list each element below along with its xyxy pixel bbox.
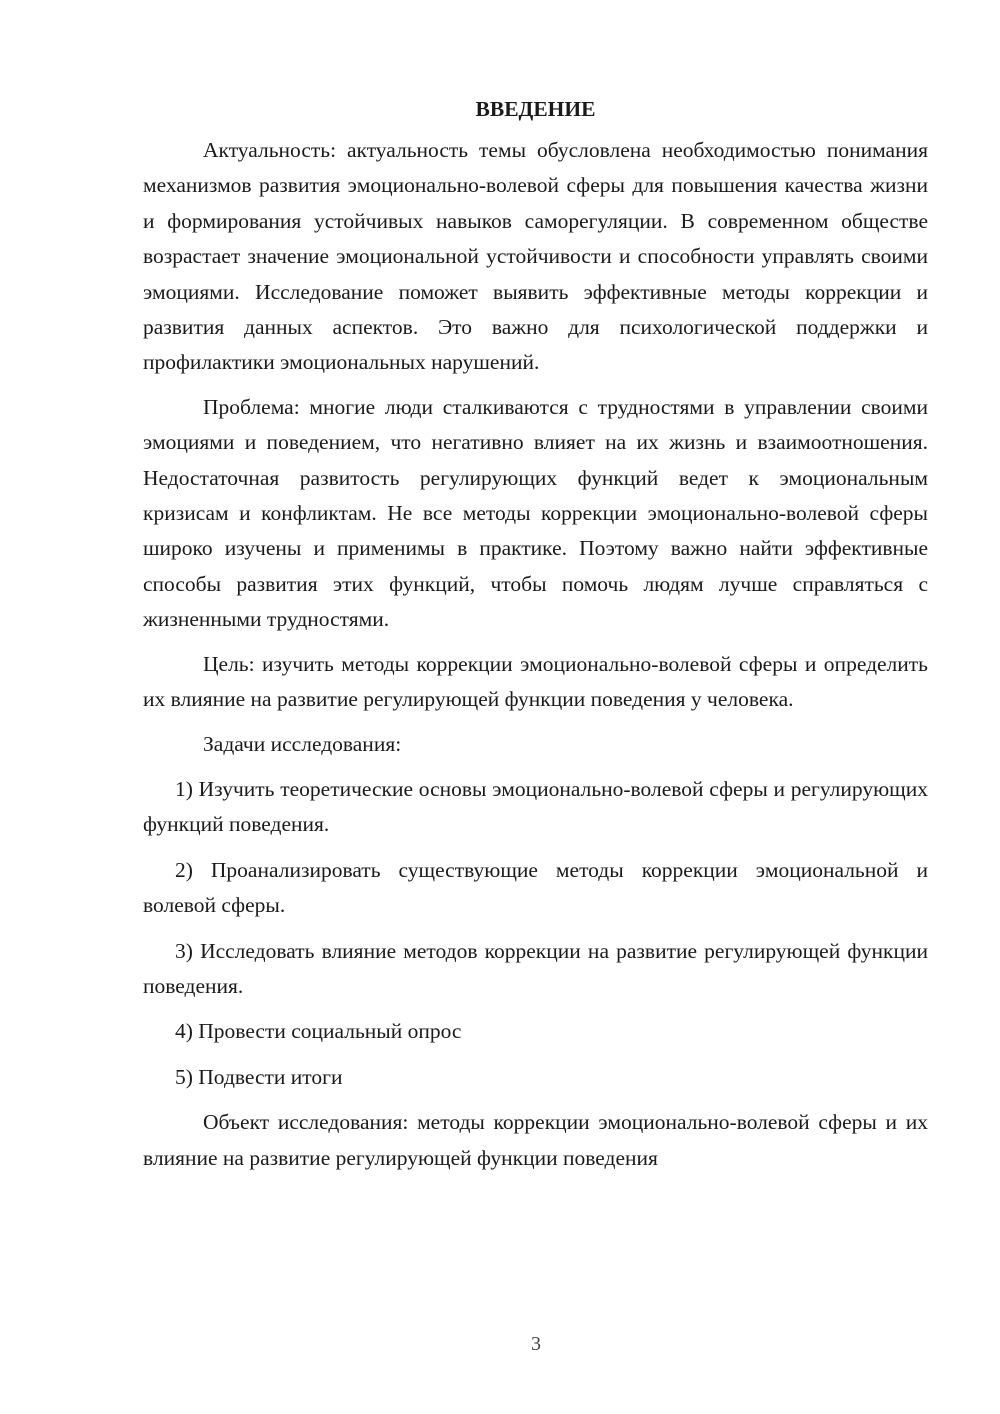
object-paragraph: Объект исследования: методы коррекции эмоционально-волевой сферы и их влияние на развитие регулирующей функции поведения	[143, 1110, 928, 1170]
section-heading: ВВЕДЕНИЕ	[475, 97, 596, 121]
problem-paragraph: Проблема: многие люди сталкиваются с трудностями в управлении своими эмоциями и поведением, что негативно влияет на их жизнь и взаимоотношения. Недостаточная развитость регулирующих функций ведет к эмоциональным кризисам и конфликтам. Не все методы коррекции эмоционально-волевой сферы широко изучены и применимы в практике. Поэтому важно найти эффективные способы развития этих функций, чтобы помочь людям лучше справляться с жизненными трудностями.	[143, 394, 928, 632]
task-item-2: 2) Проанализировать существующие методы коррекции эмоциональной и волевой сферы.	[143, 857, 928, 918]
task-item-1: 1) Изучить теоретические основы эмоционально-волевой сферы и регулирующих функций поведения.	[143, 776, 928, 837]
task-item-3: 3) Исследовать влияние методов коррекции на развитие регулирующей функции поведения.	[143, 938, 928, 998]
goal-paragraph: Цель: изучить методы коррекции эмоционально-волевой сферы и определить их влияние на развитие регулирующей функции поведения у человека.	[143, 651, 928, 712]
page-number: 3	[531, 1333, 541, 1355]
tasks-list	[143, 772, 928, 1095]
task-item-5: 5) Подвести итоги	[175, 1064, 343, 1089]
document-body	[143, 92, 928, 1176]
task-item-4: 4) Провести социальный опрос	[175, 1019, 462, 1044]
relevance-paragraph: Актуальность: актуальность темы обусловлена необходимостью понимания механизмов развития эмоционально-волевой сферы для повышения качества жизни и формирования устойчивых навыков саморегуляции. В современном обществе возрастает значение эмоциональной устойчивости и способности управлять своими эмоциями. Исследование поможет выявить эффективные методы коррекции и развития данных аспектов. Это важно для психологической поддержки и профилактики эмоциональных нарушений.	[143, 138, 928, 375]
tasks-title: Задачи исследования:	[203, 731, 402, 756]
